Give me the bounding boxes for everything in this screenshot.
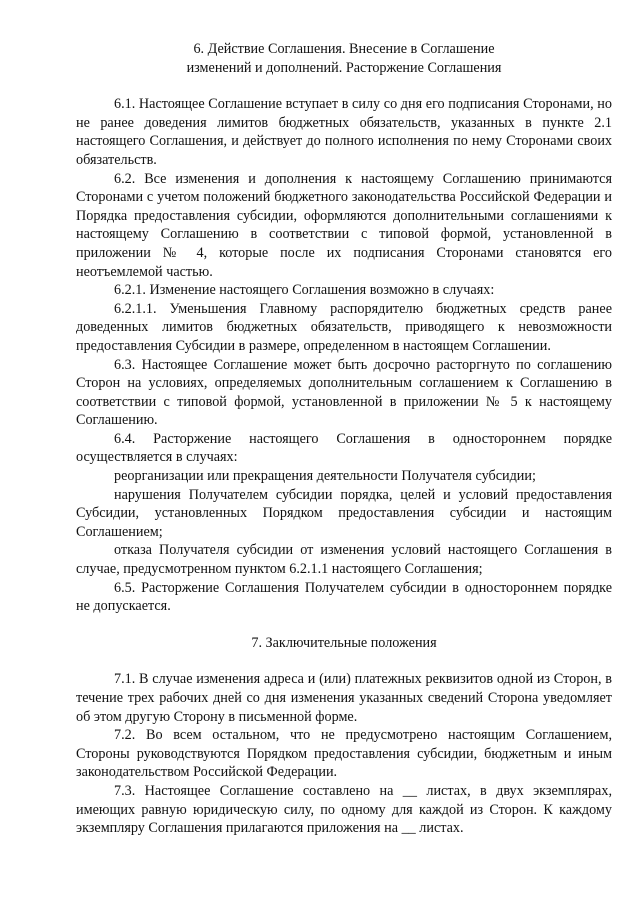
- paragraph-6-5: 6.5. Расторжение Соглашения Получателем субсидии в одностороннем порядке не допускается.: [76, 579, 612, 615]
- paragraph-6-2-1-1: 6.2.1.1. Уменьшения Главному распорядителю бюджетных средств ранее доведенных лимитов бюджетных обязательств, приводящего к невозможности предоставления Субсидии в размере, определенном в настоящем Соглашении.: [76, 300, 612, 354]
- paragraph-6-2: 6.2. Все изменения и дополнения к настоящему Соглашению принимаются Сторонами с учетом положений бюджетного законодательства Российской Федерации и Порядка предоставления субсидии, оформляются дополнительными соглашениями к настоящему Соглашению в соответствии с типовой формой, установленной в приложении № 4, которые после их подписания Сторонами становятся его неотъемлемой частью.: [76, 170, 612, 280]
- section-6-title: [76, 40, 612, 77]
- section-6-title-line-2: изменений и дополнений. Расторжение Соглашения: [186, 59, 502, 76]
- section-7-title: 7. Заключительные положения: [251, 634, 437, 651]
- paragraph-7-1: 7.1. В случае изменения адреса и (или) платежных реквизитов одной из Сторон, в течение трех рабочих дней со дня изменения указанных сведений Сторона уведомляет об этом другую Сторону в письменной форме.: [76, 671, 612, 725]
- spacer: [76, 652, 612, 670]
- paragraph-7-3: 7.3. Настоящее Соглашение составлено на __ листах, в двух экземплярах, имеющих равную юридическую силу, по одному для каждой из Сторон. К каждому экземпляру Соглашения прилагаются приложения на __ листах.: [76, 782, 612, 837]
- paragraph-6-4-case-2: нарушения Получателем субсидии порядка, целей и условий предоставления Субсидии, установленных Порядком предоставления субсидии и настоящим Соглашением;: [76, 486, 612, 540]
- paragraph-6-2-1: 6.2.1. Изменение настоящего Соглашения возможно в случаях:: [114, 282, 495, 299]
- paragraph-6-1: 6.1. Настоящее Соглашение вступает в силу со дня его подписания Сторонами, но не ранее доведения лимитов бюджетных обязательств, указанных в пункте 2.1 настоящего Соглашения, и действует до полного исполнения по нему Сторонами своих обязательств.: [76, 96, 612, 168]
- paragraph-6-3: 6.3. Настоящее Соглашение может быть досрочно расторгнуто по соглашению Сторон на условиях, определяемых дополнительным соглашением к Соглашению в соответствии с типовой формой, установленной в приложении № 5 к настоящему Соглашению.: [76, 356, 612, 429]
- section-6-title-line-1: 6. Действие Соглашения. Внесение в Соглашение: [193, 41, 495, 57]
- section-6-body: [76, 95, 612, 616]
- paragraph-7-2: 7.2. Во всем остальном, что не предусмотрено настоящим Соглашением, Стороны руководствуются Порядком предоставления субсидии, бюджетным и иным законодательством Российской Федерации.: [76, 727, 612, 781]
- section-7-body: [76, 670, 612, 837]
- spacer: [76, 77, 612, 95]
- paragraph-6-4-case-3: отказа Получателя субсидии от изменения условий настоящего Соглашения в случае, предусмотренном пунктом 6.2.1.1 настоящего Соглашения;: [76, 542, 612, 578]
- paragraph-6-4-case-1: реорганизации или прекращения деятельности Получателя субсидии;: [114, 468, 536, 485]
- paragraph-6-4: 6.4. Расторжение настоящего Соглашения в одностороннем порядке осуществляется в случаях:: [76, 430, 612, 466]
- document-page: [76, 40, 612, 838]
